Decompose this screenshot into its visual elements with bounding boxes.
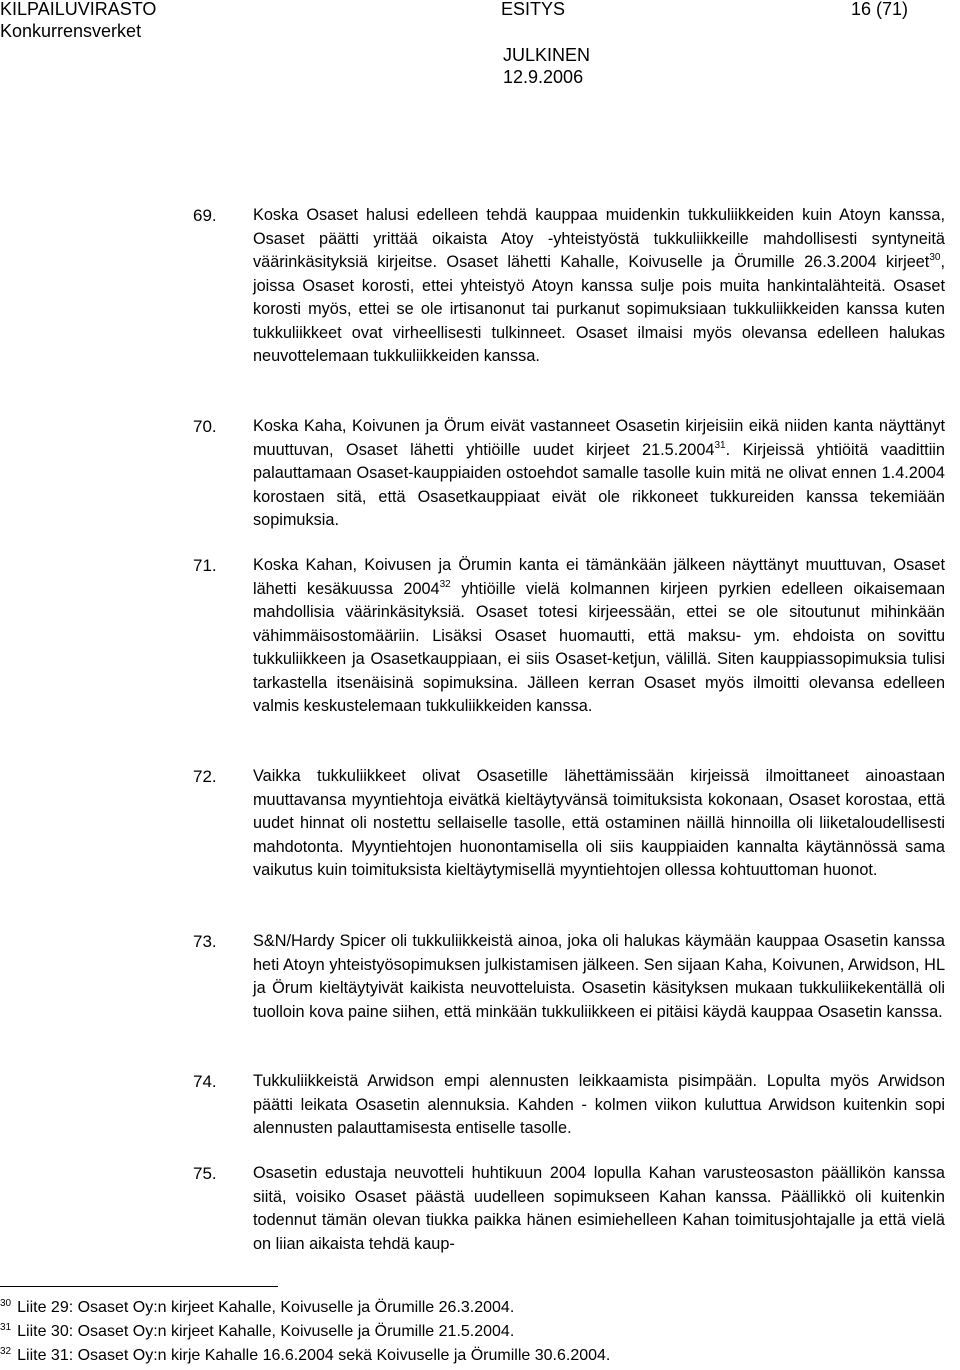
paragraph-number: 69. <box>193 206 217 225</box>
paragraph-text: Vaikka tukkuliikkeet olivat Osasetille lähettämissään kirjeissä ilmoittaneet ainoastaan muuttavansa myyntiehtoja eivätkä kieltäytyvänsä toimituksista kokonaan, Osaset korostaa, että uudet hinnat oli nostettu sellaiselle tasolle, että ostaminen näillä hinnoilla oli liiketaloudellisesti mahdotonta. Myyntiehtojen huonontamisella oli siis kauppiaiden kannalta käytännössä sama vaikutus kuin toimituksista kieltäytymisellä myyntiehtojen ollessa kohtuuttoman huonot. <box>253 767 945 879</box>
footnote-text: Liite 31: Osaset Oy:n kirje Kahalle 16.6.2004 sekä Koivuselle ja Örumille 30.6.2004. <box>17 1347 611 1364</box>
footnote-ref-30[interactable]: 30 <box>929 252 941 263</box>
footnote-30 <box>0 1298 514 1318</box>
footnote-text: Liite 30: Osaset Oy:n kirjeet Kahalle, Koivuselle ja Örumille 21.5.2004. <box>17 1323 515 1340</box>
footnote-ref-31[interactable]: 31 <box>714 439 726 451</box>
footnote-32 <box>0 1346 610 1366</box>
paragraph-number: 74. <box>193 1072 217 1091</box>
paragraph-text: Koska Kahan, Koivusen ja Örumin kanta ei tämänkään jälkeen näyttänyt muuttuvan, Osaset lähetti kesäkuussa 2004$^{32}$ yhtiöille vielä kolmannen kirjeen pyrkien edelleen oikaisemaan mahdollisia väärinkäsityksiä. Osaset totesi kirjeessään, ettei se ole sitoutunut mihinkään vähimmäisostomääriin. Lisäksi Osaset huomautti, että maksu- ym. ehdoista on sovittu tukkuliikkeen ja Osasetkauppiaan, ei siis Osaset-ketjun, välillä. Siten kauppiassopimuksia tulisi tarkastella itsenäisinä sopimuksina. Jälleen kerran Osaset myös ilmoitti olevansa edelleen valmis keskustelemaan tukkuliikkeiden kanssa. <box>253 556 945 715</box>
paragraph-text: S&N/Hardy Spicer oli tukkuliikkeistä ainoa, joka oli halukas käymään kauppaa Osasetin kanssa heti Atoyn yhteistyösopimuksen julkistamisen jälkeen. Sen sijaan Kaha, Koivunen, Arwidson, HL ja Örum kieltäytyivät kaikista neuvotteluista. Osasetin käsityksen mukaan tukkuliikekentällä oli tuolloin kova paine siihen, että minkään tukkuliikkeen ei pitäisi käydä kauppaa Osasetin kanssa. <box>253 932 945 1021</box>
organization-name-fi: KILPAILUVIRASTO <box>0 0 157 19</box>
document-date: 12.9.2006 <box>503 67 584 87</box>
paragraph-text: Tukkuliikkeistä Arwidson empi alennusten leikkaamista pisimpään. Lopulta myös Arwidson päätti leikata Osasetin alennuksia. Kahden - kolmen viikon kuluttua Arwidson kuitenkin sopi alennusten palauttamisesta entiselle tasolle. <box>253 1072 945 1137</box>
paragraph-number: 75. <box>193 1164 217 1183</box>
document-status: JULKINEN <box>503 45 591 65</box>
paragraph-number: 73. <box>193 932 217 951</box>
paragraph-number: 70. <box>193 417 217 436</box>
document-type: ESITYS <box>501 0 566 19</box>
paragraph-text: Koska Kaha, Koivunen ja Örum eivät vastanneet Osasetin kirjeisiin eikä niiden kanta näyttänyt muuttuvan, Osaset lähetti yhtiöille uudet kirjeet 21.5.2004$^{31}$. Kirjeissä yhtiöitä vaadittiin palauttamaan Osaset-kauppiaiden ostoehdot samalle tasolle kuin mitä ne olivat ennen 1.4.2004 korostaen sitä, että Osasetkauppiaat eivät ole rikkoneet tukkureiden kanssa tekemiään sopimuksia. <box>253 417 945 529</box>
paragraph-text: Koska Osaset halusi edelleen tehdä kauppaa muidenkin tukkuliikkeiden kuin Atoyn kanssa, Osaset päätti yrittää oikaista Atoy -yhteistyöstä tukkuliikkeille mahdollisesti syntyneitä väärinkäsityksiä kirjeitse. Osaset lähetti Kahalle, Koivuselle ja Örumille 26.3.2004 kirjeet$^{30}$, joissa Osaset korosti, ettei yhteistyö Atoyn kanssa sulje pois muita hankintalähteitä. Osaset korosti myös, ettei se ole irtisanonut tai purkanut sopimuksiaan tukkuliikkeiden kanssa kuten tukkuliikkeet ovat virheellisesti tulkinneet. Osaset ilmaisi myös olevansa edelleen halukas neuvottelemaan tukkuliikkeiden kanssa. <box>253 206 945 365</box>
page-number: 16 (71) <box>851 0 909 19</box>
paragraph-number: 71. <box>193 556 217 575</box>
paragraph-number: 72. <box>193 767 217 786</box>
footnote-text: Liite 29: Osaset Oy:n kirjeet Kahalle, Koivuselle ja Örumille 26.3.2004. <box>17 1299 515 1316</box>
footnote-number: 32 <box>0 1346 12 1357</box>
footnote-number: 30 <box>0 1298 12 1309</box>
footnote-number: 31 <box>0 1322 12 1333</box>
organization-name-sv: Konkurrensverket <box>0 21 142 41</box>
footnote-ref-32[interactable]: 32 <box>439 578 451 590</box>
footnote-31 <box>0 1322 514 1342</box>
paragraph-text: Osasetin edustaja neuvotteli huhtikuun 2004 lopulla Kahan varusteosaston päällikön kanssa siitä, voisiko Osaset päästä uudelleen sopimukseen Kahan kanssa. Päällikkö oli kuitenkin todennut tämän olevan tiukka paikka hänen esimiehelleen Kahan toimitusjohtajalle ja että vielä on liian aikaista tehdä kaup- <box>253 1164 945 1253</box>
footnote-separator <box>0 1286 278 1287</box>
